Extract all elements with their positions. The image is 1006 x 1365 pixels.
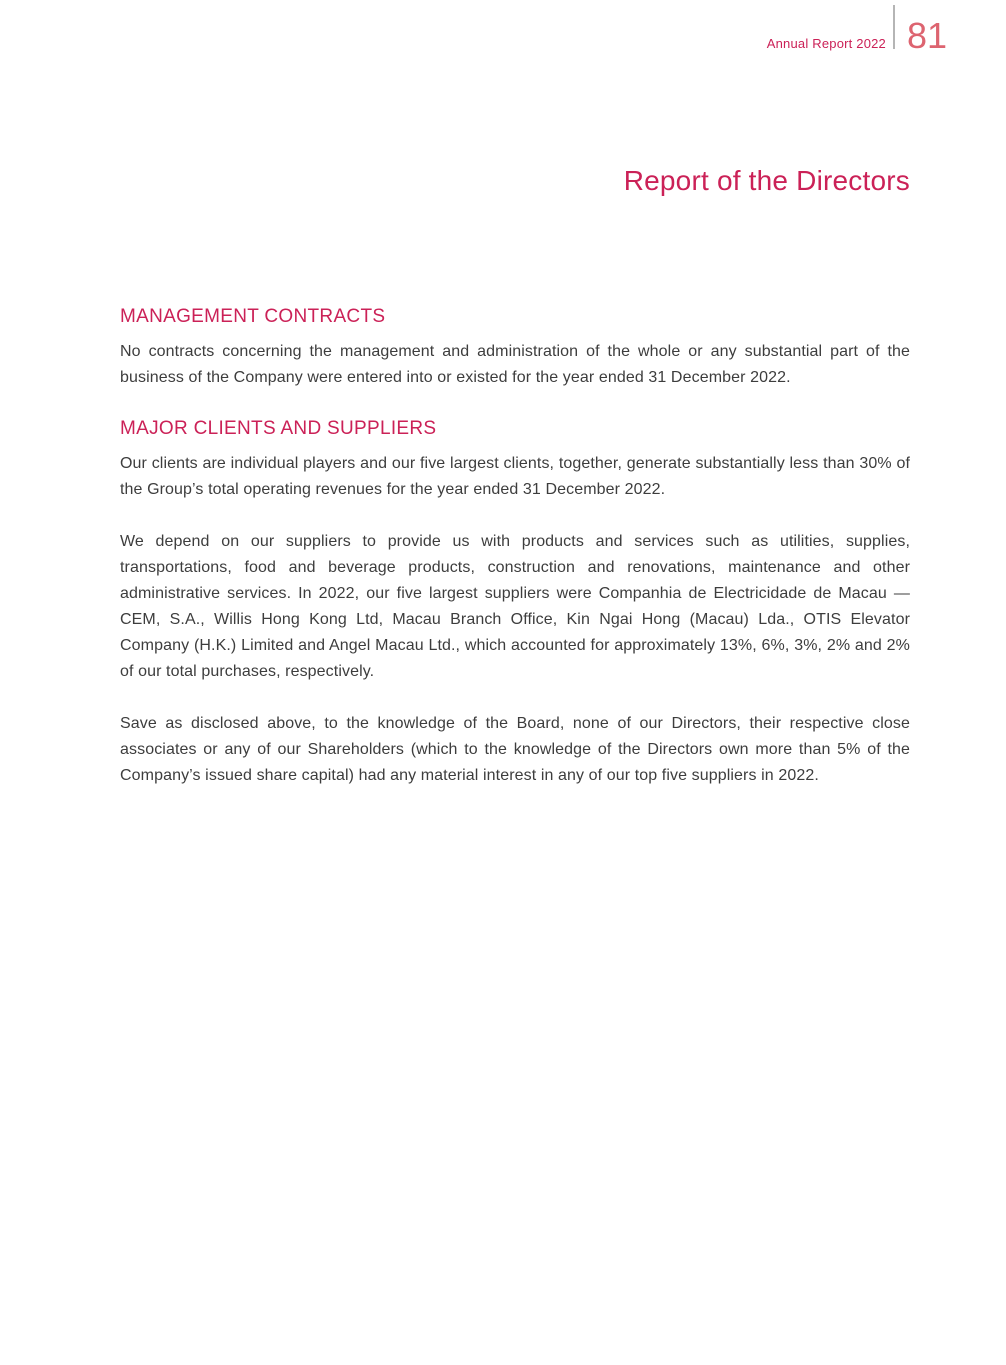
paragraph-clients: Our clients are individual players and our five largest clients, together, generate substantially less than 30% of the Group’s total operating revenues for the year ended 31 December 2022. bbox=[120, 455, 910, 498]
section-heading-major-clients-suppliers: MAJOR CLIENTS AND SUPPLIERS bbox=[120, 418, 437, 439]
section-management-contracts bbox=[120, 305, 910, 391]
section-major-clients-suppliers bbox=[120, 417, 910, 789]
paragraph-suppliers: We depend on our suppliers to provide us with products and services such as utilities, supplies, transportations, food and beverage products, construction and renovations, maintenance and other administrative services. In 2022, our five largest suppliers were Companhia de Electricidade de Macau — CEM, S.A., Willis Hong Kong Ltd, Macau Branch Office, Kin Ngai Hong (Macau) Lda., OTIS Elevator Company (H.K.) Limited and Angel Macau Ltd., which accounted for approximately 13%, 6%, 3%, 2% and 2% of our total purchases, respectively. bbox=[120, 533, 910, 680]
content bbox=[120, 305, 910, 789]
paragraph-disclosure: Save as disclosed above, to the knowledge of the Board, none of our Directors, their respective close associates or any of our Shareholders (which to the knowledge of the Directors own more than 5% of the Company’s issued share capital) had any material interest in any of our top five suppliers in 2022. bbox=[120, 715, 910, 784]
section-heading-management-contracts: MANAGEMENT CONTRACTS bbox=[120, 306, 386, 327]
page-number: 81 bbox=[907, 15, 948, 56]
page-title: Report of the Directors bbox=[623, 165, 910, 196]
header-divider bbox=[893, 5, 895, 49]
annual-report-label: Annual Report 2022 bbox=[766, 36, 886, 51]
paragraph-management-contracts: No contracts concerning the management and administration of the whole or any substantial part of the business of the Company were entered into or existed for the year ended 31 December 2022. bbox=[120, 343, 910, 386]
